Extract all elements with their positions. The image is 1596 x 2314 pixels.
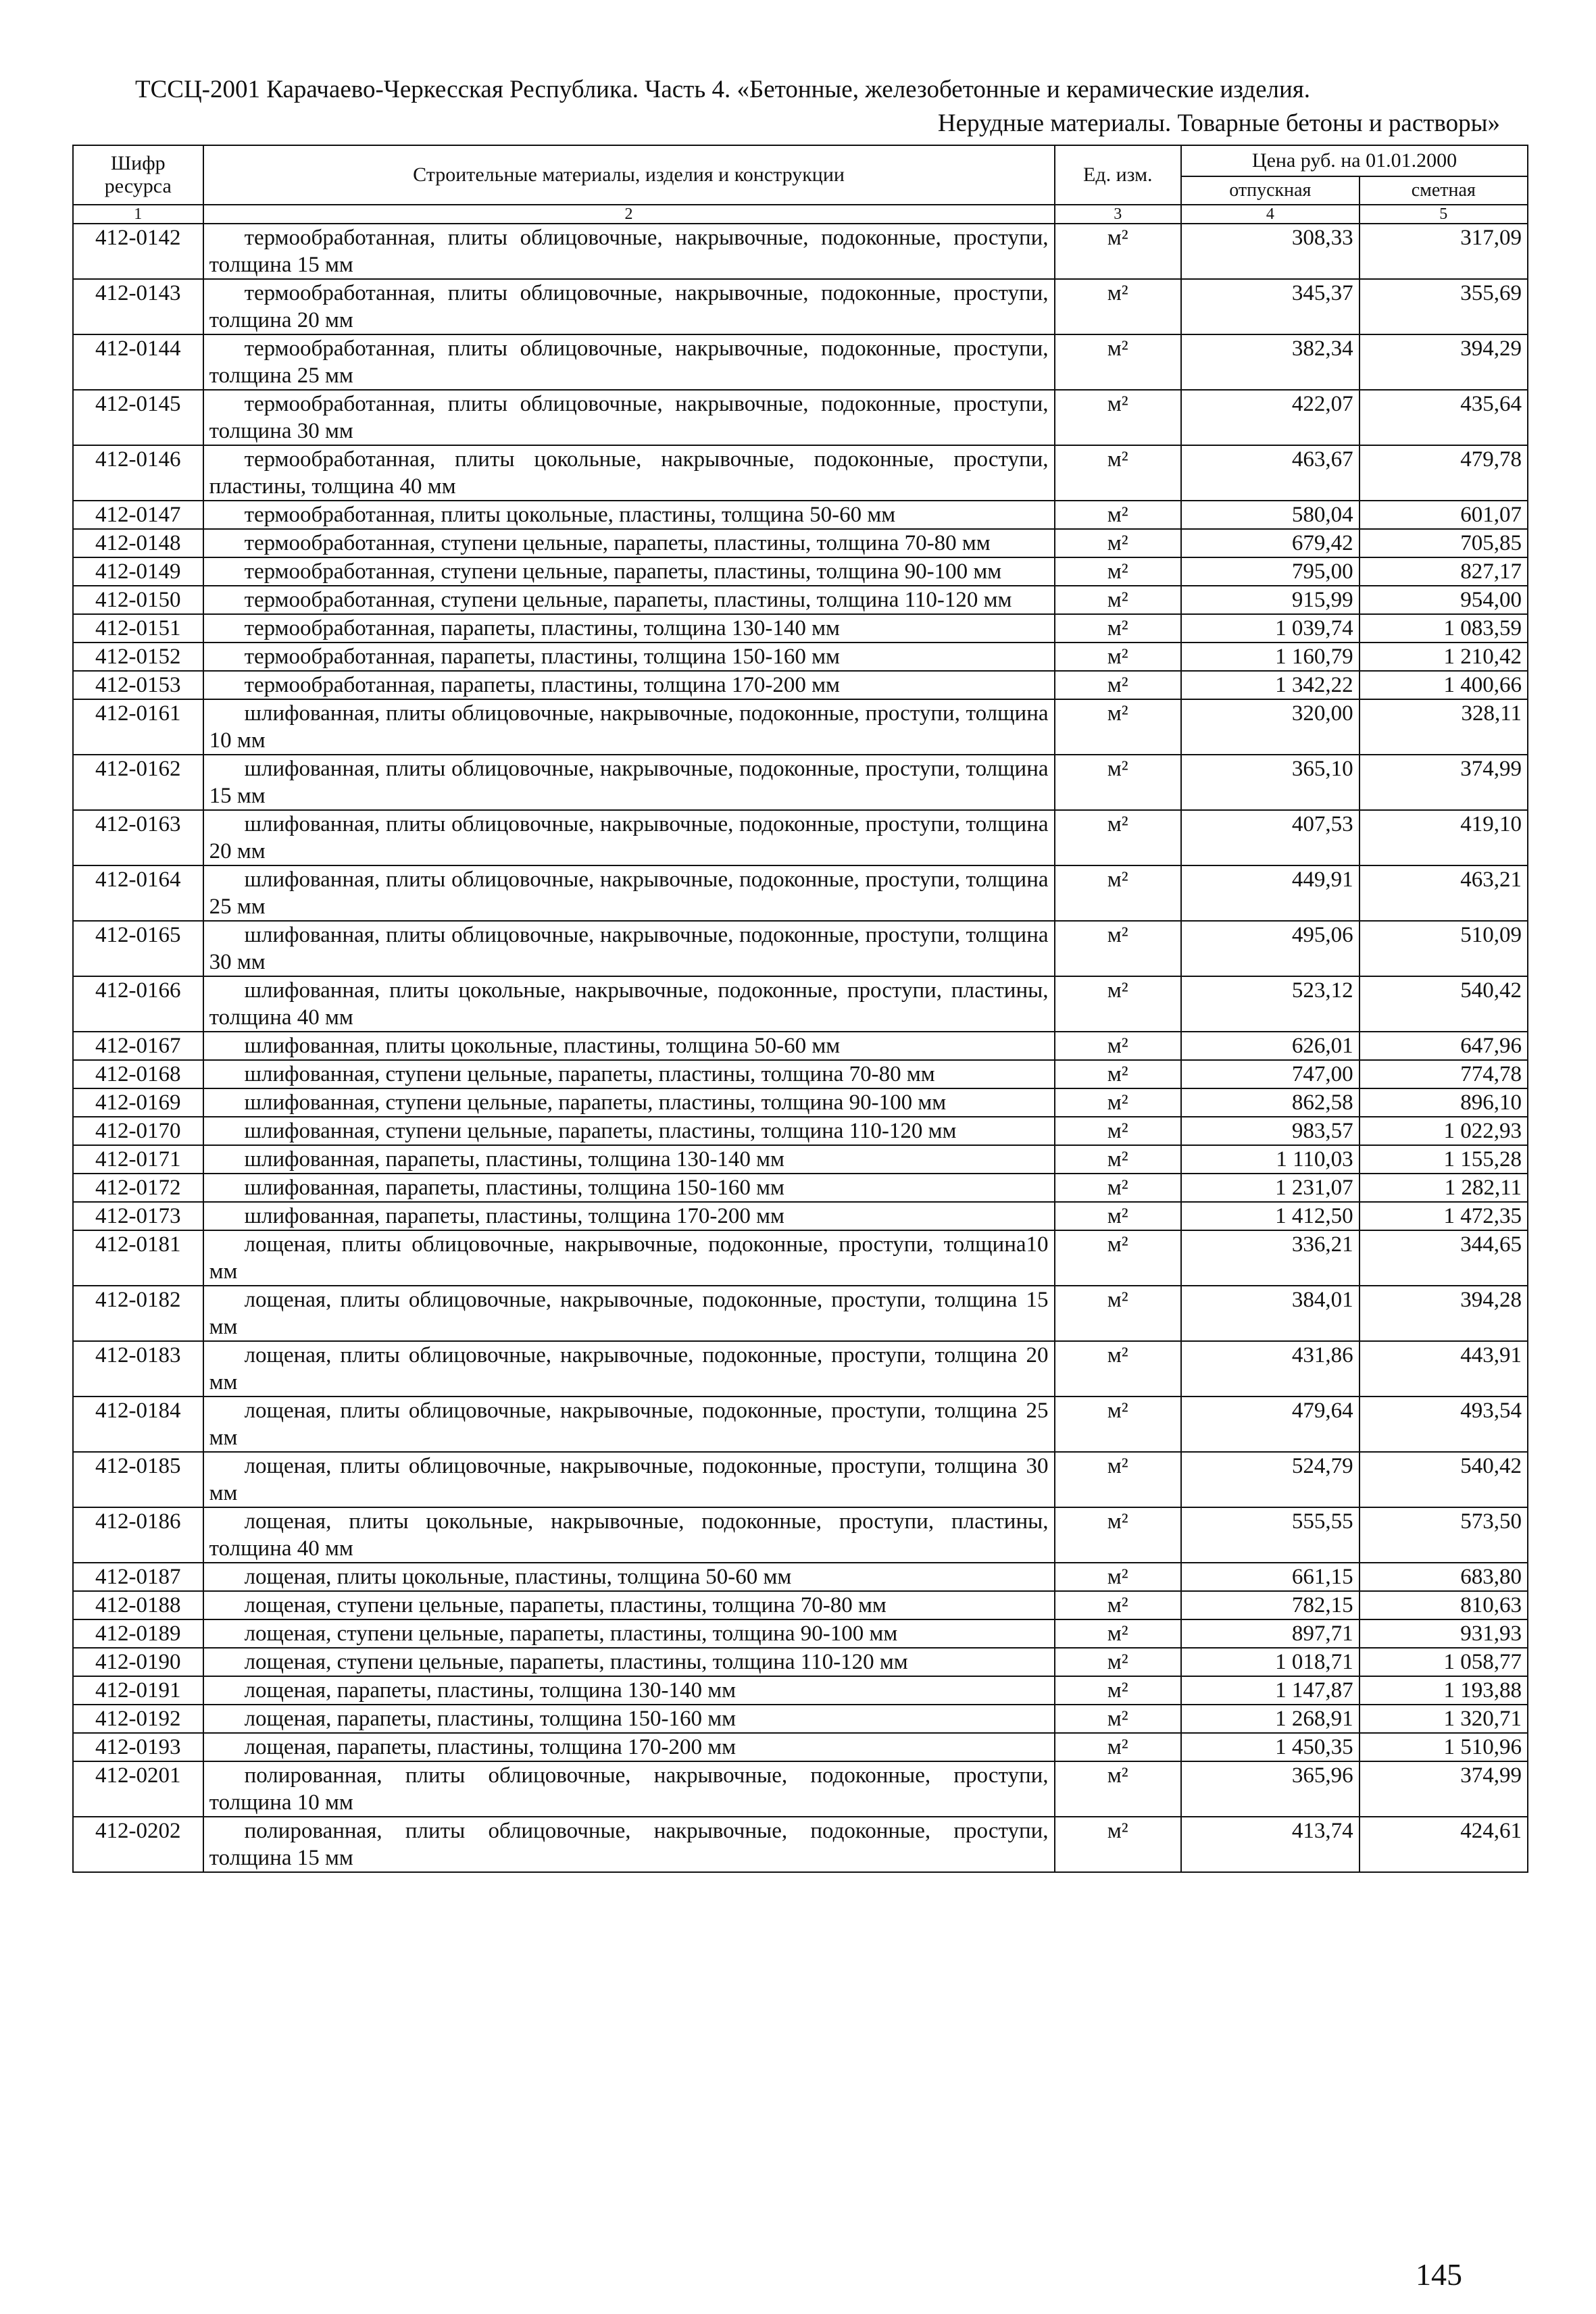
price-estimate: 1 210,42 xyxy=(1360,643,1528,671)
resource-code: 412-0162 xyxy=(73,755,203,810)
price-estimate: 317,09 xyxy=(1360,224,1528,279)
price-release: 1 268,91 xyxy=(1181,1705,1360,1733)
material-name: шлифованная, ступени цельные, парапеты, пластины, толщина 90-100 мм xyxy=(203,1088,1055,1117)
material-name: шлифованная, плиты облицовочные, накрывочные, подоконные, проступи, толщина 20 мм xyxy=(203,810,1055,865)
price-estimate: 683,80 xyxy=(1360,1563,1528,1591)
resource-code: 412-0142 xyxy=(73,224,203,279)
price-release: 1 160,79 xyxy=(1181,643,1360,671)
material-name: термообработанная, плиты цокольные, пластины, толщина 50-60 мм xyxy=(203,501,1055,529)
unit: м² xyxy=(1055,1648,1182,1676)
unit: м² xyxy=(1055,1202,1182,1230)
table-row xyxy=(73,1117,1528,1145)
price-estimate: 931,93 xyxy=(1360,1619,1528,1648)
unit: м² xyxy=(1055,1733,1182,1761)
material-name: полированная, плиты облицовочные, накрывочные, подоконные, проступи, толщина 15 мм xyxy=(203,1817,1055,1872)
col-number: 5 xyxy=(1360,205,1528,224)
price-release: 983,57 xyxy=(1181,1117,1360,1145)
unit: м² xyxy=(1055,1286,1182,1341)
unit: м² xyxy=(1055,1088,1182,1117)
price-table xyxy=(72,145,1528,1873)
resource-code: 412-0144 xyxy=(73,334,203,390)
table-row xyxy=(73,1705,1528,1733)
price-release: 449,91 xyxy=(1181,865,1360,921)
price-estimate: 463,21 xyxy=(1360,865,1528,921)
price-estimate: 374,99 xyxy=(1360,1761,1528,1817)
unit: м² xyxy=(1055,699,1182,755)
table-body xyxy=(73,224,1528,1872)
price-estimate: 1 193,88 xyxy=(1360,1676,1528,1705)
price-release: 1 018,71 xyxy=(1181,1648,1360,1676)
resource-code: 412-0168 xyxy=(73,1060,203,1088)
col-number: 1 xyxy=(73,205,203,224)
table-row xyxy=(73,643,1528,671)
unit: м² xyxy=(1055,1761,1182,1817)
price-release: 382,34 xyxy=(1181,334,1360,390)
col-number: 2 xyxy=(203,205,1055,224)
material-name: лощеная, плиты облицовочные, накрывочные, подоконные, проступи, толщина 25 мм xyxy=(203,1397,1055,1452)
col-header-price-release: отпускная xyxy=(1181,176,1360,205)
material-name: термообработанная, ступени цельные, парапеты, пластины, толщина 110-120 мм xyxy=(203,586,1055,614)
price-estimate: 1 282,11 xyxy=(1360,1174,1528,1202)
page-header xyxy=(135,73,1500,141)
table-row xyxy=(73,1286,1528,1341)
price-release: 555,55 xyxy=(1181,1507,1360,1563)
material-name: лощеная, ступени цельные, парапеты, пластины, толщина 110-120 мм xyxy=(203,1648,1055,1676)
resource-code: 412-0150 xyxy=(73,586,203,614)
price-release: 345,37 xyxy=(1181,279,1360,334)
resource-code: 412-0202 xyxy=(73,1817,203,1872)
table-row xyxy=(73,529,1528,557)
price-release: 661,15 xyxy=(1181,1563,1360,1591)
table-row xyxy=(73,810,1528,865)
unit: м² xyxy=(1055,1032,1182,1060)
price-release: 580,04 xyxy=(1181,501,1360,529)
unit: м² xyxy=(1055,1174,1182,1202)
price-release: 1 039,74 xyxy=(1181,614,1360,643)
unit: м² xyxy=(1055,501,1182,529)
resource-code: 412-0145 xyxy=(73,390,203,445)
col-header-name: Строительные материалы, изделия и конструкции xyxy=(203,145,1055,205)
price-estimate: 1 320,71 xyxy=(1360,1705,1528,1733)
price-estimate: 1 472,35 xyxy=(1360,1202,1528,1230)
price-release: 747,00 xyxy=(1181,1060,1360,1088)
table-row xyxy=(73,1733,1528,1761)
resource-code: 412-0182 xyxy=(73,1286,203,1341)
unit: м² xyxy=(1055,1591,1182,1619)
resource-code: 412-0167 xyxy=(73,1032,203,1060)
material-name: лощеная, плиты облицовочные, накрывочные, подоконные, проступи, толщина 20 мм xyxy=(203,1341,1055,1397)
material-name: шлифованная, плиты цокольные, накрывочные, подоконные, проступи, пластины, толщина 40 мм xyxy=(203,976,1055,1032)
material-name: термообработанная, плиты облицовочные, накрывочные, подоконные, проступи, толщина 15 мм xyxy=(203,224,1055,279)
unit: м² xyxy=(1055,1117,1182,1145)
material-name: шлифованная, парапеты, пластины, толщина 130-140 мм xyxy=(203,1145,1055,1174)
table-row xyxy=(73,586,1528,614)
price-estimate: 394,28 xyxy=(1360,1286,1528,1341)
unit: м² xyxy=(1055,557,1182,586)
price-release: 365,10 xyxy=(1181,755,1360,810)
price-release: 422,07 xyxy=(1181,390,1360,445)
table-row xyxy=(73,1202,1528,1230)
price-estimate: 435,64 xyxy=(1360,390,1528,445)
price-estimate: 344,65 xyxy=(1360,1230,1528,1286)
price-release: 1 412,50 xyxy=(1181,1202,1360,1230)
price-release: 679,42 xyxy=(1181,529,1360,557)
table-row xyxy=(73,1397,1528,1452)
price-estimate: 493,54 xyxy=(1360,1397,1528,1452)
table-row xyxy=(73,671,1528,699)
resource-code: 412-0201 xyxy=(73,1761,203,1817)
unit: м² xyxy=(1055,1397,1182,1452)
table-row xyxy=(73,921,1528,976)
unit: м² xyxy=(1055,921,1182,976)
price-estimate: 374,99 xyxy=(1360,755,1528,810)
col-header-code: Шифр ресурса xyxy=(73,145,203,205)
material-name: лощеная, парапеты, пластины, толщина 130-140 мм xyxy=(203,1676,1055,1705)
price-estimate: 573,50 xyxy=(1360,1507,1528,1563)
table-row xyxy=(73,865,1528,921)
col-header-unit: Ед. изм. xyxy=(1055,145,1182,205)
price-release: 1 231,07 xyxy=(1181,1174,1360,1202)
price-estimate: 540,42 xyxy=(1360,976,1528,1032)
price-release: 431,86 xyxy=(1181,1341,1360,1397)
price-estimate: 810,63 xyxy=(1360,1591,1528,1619)
unit: м² xyxy=(1055,1619,1182,1648)
price-estimate: 647,96 xyxy=(1360,1032,1528,1060)
resource-code: 412-0163 xyxy=(73,810,203,865)
unit: м² xyxy=(1055,1230,1182,1286)
resource-code: 412-0171 xyxy=(73,1145,203,1174)
header-line-2: Нерудные материалы. Товарные бетоны и растворы» xyxy=(937,109,1500,137)
material-name: термообработанная, плиты облицовочные, накрывочные, подоконные, проступи, толщина 25 мм xyxy=(203,334,1055,390)
table-row xyxy=(73,1145,1528,1174)
resource-code: 412-0169 xyxy=(73,1088,203,1117)
price-release: 320,00 xyxy=(1181,699,1360,755)
price-release: 862,58 xyxy=(1181,1088,1360,1117)
price-estimate: 355,69 xyxy=(1360,279,1528,334)
price-estimate: 394,29 xyxy=(1360,334,1528,390)
unit: м² xyxy=(1055,334,1182,390)
resource-code: 412-0172 xyxy=(73,1174,203,1202)
unit: м² xyxy=(1055,279,1182,334)
price-estimate: 1 083,59 xyxy=(1360,614,1528,643)
material-name: лощеная, ступени цельные, парапеты, пластины, толщина 70-80 мм xyxy=(203,1591,1055,1619)
unit: м² xyxy=(1055,755,1182,810)
material-name: термообработанная, ступени цельные, парапеты, пластины, толщина 70-80 мм xyxy=(203,529,1055,557)
material-name: лощеная, парапеты, пластины, толщина 150-160 мм xyxy=(203,1705,1055,1733)
material-name: лощеная, плиты облицовочные, накрывочные, подоконные, проступи, толщина10 мм xyxy=(203,1230,1055,1286)
price-estimate: 1 510,96 xyxy=(1360,1733,1528,1761)
table-row xyxy=(73,1230,1528,1286)
price-estimate: 540,42 xyxy=(1360,1452,1528,1507)
material-name: лощеная, плиты облицовочные, накрывочные, подоконные, проступи, толщина 30 мм xyxy=(203,1452,1055,1507)
price-release: 479,64 xyxy=(1181,1397,1360,1452)
table-row xyxy=(73,334,1528,390)
price-estimate: 328,11 xyxy=(1360,699,1528,755)
material-name: шлифованная, плиты цокольные, пластины, толщина 50-60 мм xyxy=(203,1032,1055,1060)
price-estimate: 954,00 xyxy=(1360,586,1528,614)
table-row xyxy=(73,1676,1528,1705)
col-header-price-estimate: сметная xyxy=(1360,176,1528,205)
resource-code: 412-0188 xyxy=(73,1591,203,1619)
price-estimate: 896,10 xyxy=(1360,1088,1528,1117)
unit: м² xyxy=(1055,1705,1182,1733)
table-row xyxy=(73,1452,1528,1507)
table-row xyxy=(73,1507,1528,1563)
resource-code: 412-0192 xyxy=(73,1705,203,1733)
price-release: 1 342,22 xyxy=(1181,671,1360,699)
unit: м² xyxy=(1055,1452,1182,1507)
unit: м² xyxy=(1055,671,1182,699)
price-estimate: 827,17 xyxy=(1360,557,1528,586)
unit: м² xyxy=(1055,614,1182,643)
resource-code: 412-0184 xyxy=(73,1397,203,1452)
price-release: 384,01 xyxy=(1181,1286,1360,1341)
material-name: лощеная, ступени цельные, парапеты, пластины, толщина 90-100 мм xyxy=(203,1619,1055,1648)
resource-code: 412-0151 xyxy=(73,614,203,643)
resource-code: 412-0186 xyxy=(73,1507,203,1563)
price-estimate: 705,85 xyxy=(1360,529,1528,557)
price-release: 463,67 xyxy=(1181,445,1360,501)
material-name: полированная, плиты облицовочные, накрывочные, подоконные, проступи, толщина 10 мм xyxy=(203,1761,1055,1817)
resource-code: 412-0161 xyxy=(73,699,203,755)
resource-code: 412-0146 xyxy=(73,445,203,501)
resource-code: 412-0152 xyxy=(73,643,203,671)
price-release: 782,15 xyxy=(1181,1591,1360,1619)
unit: м² xyxy=(1055,390,1182,445)
table-row xyxy=(73,1817,1528,1872)
resource-code: 412-0143 xyxy=(73,279,203,334)
material-name: термообработанная, плиты цокольные, накрывочные, подоконные, проступи, пластины, толщина 40 мм xyxy=(203,445,1055,501)
unit: м² xyxy=(1055,529,1182,557)
material-name: шлифованная, ступени цельные, парапеты, пластины, толщина 70-80 мм xyxy=(203,1060,1055,1088)
col-number: 4 xyxy=(1181,205,1360,224)
table-row xyxy=(73,1648,1528,1676)
table-row xyxy=(73,1619,1528,1648)
price-release: 495,06 xyxy=(1181,921,1360,976)
price-release: 413,74 xyxy=(1181,1817,1360,1872)
unit: м² xyxy=(1055,1060,1182,1088)
unit: м² xyxy=(1055,643,1182,671)
col-number: 3 xyxy=(1055,205,1182,224)
material-name: шлифованная, парапеты, пластины, толщина 170-200 мм xyxy=(203,1202,1055,1230)
material-name: лощеная, плиты облицовочные, накрывочные, подоконные, проступи, толщина 15 мм xyxy=(203,1286,1055,1341)
material-name: лощеная, плиты цокольные, накрывочные, подоконные, проступи, пластины, толщина 40 мм xyxy=(203,1507,1055,1563)
resource-code: 412-0191 xyxy=(73,1676,203,1705)
unit: м² xyxy=(1055,1145,1182,1174)
price-release: 523,12 xyxy=(1181,976,1360,1032)
price-estimate: 419,10 xyxy=(1360,810,1528,865)
resource-code: 412-0190 xyxy=(73,1648,203,1676)
resource-code: 412-0185 xyxy=(73,1452,203,1507)
table-row xyxy=(73,1060,1528,1088)
resource-code: 412-0164 xyxy=(73,865,203,921)
resource-code: 412-0193 xyxy=(73,1733,203,1761)
unit: м² xyxy=(1055,445,1182,501)
price-estimate: 424,61 xyxy=(1360,1817,1528,1872)
unit: м² xyxy=(1055,976,1182,1032)
price-release: 1 110,03 xyxy=(1181,1145,1360,1174)
price-estimate: 1 155,28 xyxy=(1360,1145,1528,1174)
material-name: термообработанная, ступени цельные, парапеты, пластины, толщина 90-100 мм xyxy=(203,557,1055,586)
material-name: шлифованная, парапеты, пластины, толщина 150-160 мм xyxy=(203,1174,1055,1202)
material-name: шлифованная, плиты облицовочные, накрывочные, подоконные, проступи, толщина 30 мм xyxy=(203,921,1055,976)
resource-code: 412-0148 xyxy=(73,529,203,557)
unit: м² xyxy=(1055,1507,1182,1563)
table-row xyxy=(73,1174,1528,1202)
table-row xyxy=(73,976,1528,1032)
table-row xyxy=(73,1032,1528,1060)
price-estimate: 1 058,77 xyxy=(1360,1648,1528,1676)
price-estimate: 1 022,93 xyxy=(1360,1117,1528,1145)
resource-code: 412-0173 xyxy=(73,1202,203,1230)
price-estimate: 1 400,66 xyxy=(1360,671,1528,699)
price-release: 626,01 xyxy=(1181,1032,1360,1060)
table-row xyxy=(73,1341,1528,1397)
price-estimate: 479,78 xyxy=(1360,445,1528,501)
table-row xyxy=(73,390,1528,445)
price-release: 1 450,35 xyxy=(1181,1733,1360,1761)
table-row xyxy=(73,1591,1528,1619)
resource-code: 412-0165 xyxy=(73,921,203,976)
material-name: шлифованная, ступени цельные, парапеты, пластины, толщина 110-120 мм xyxy=(203,1117,1055,1145)
table-row xyxy=(73,557,1528,586)
table-row xyxy=(73,1563,1528,1591)
price-release: 897,71 xyxy=(1181,1619,1360,1648)
material-name: шлифованная, плиты облицовочные, накрывочные, подоконные, проступи, толщина 10 мм xyxy=(203,699,1055,755)
price-release: 915,99 xyxy=(1181,586,1360,614)
table-row xyxy=(73,755,1528,810)
price-release: 336,21 xyxy=(1181,1230,1360,1286)
resource-code: 412-0183 xyxy=(73,1341,203,1397)
unit: м² xyxy=(1055,810,1182,865)
unit: м² xyxy=(1055,865,1182,921)
material-name: термообработанная, плиты облицовочные, накрывочные, подоконные, проступи, толщина 20 мм xyxy=(203,279,1055,334)
resource-code: 412-0181 xyxy=(73,1230,203,1286)
material-name: лощеная, парапеты, пластины, толщина 170-200 мм xyxy=(203,1733,1055,1761)
material-name: термообработанная, парапеты, пластины, толщина 170-200 мм xyxy=(203,671,1055,699)
price-release: 365,96 xyxy=(1181,1761,1360,1817)
table-row xyxy=(73,501,1528,529)
resource-code: 412-0187 xyxy=(73,1563,203,1591)
resource-code: 412-0149 xyxy=(73,557,203,586)
table-row xyxy=(73,1761,1528,1817)
table-row xyxy=(73,1088,1528,1117)
price-release: 795,00 xyxy=(1181,557,1360,586)
resource-code: 412-0166 xyxy=(73,976,203,1032)
table-row xyxy=(73,445,1528,501)
material-name: термообработанная, плиты облицовочные, накрывочные, подоконные, проступи, толщина 30 мм xyxy=(203,390,1055,445)
unit: м² xyxy=(1055,1341,1182,1397)
unit: м² xyxy=(1055,1676,1182,1705)
page-number: 145 xyxy=(1416,2257,1462,2292)
col-header-price-group: Цена руб. на 01.01.2000 xyxy=(1181,145,1528,176)
table-row xyxy=(73,699,1528,755)
resource-code: 412-0189 xyxy=(73,1619,203,1648)
unit: м² xyxy=(1055,1817,1182,1872)
material-name: шлифованная, плиты облицовочные, накрывочные, подоконные, проступи, толщина 15 мм xyxy=(203,755,1055,810)
resource-code: 412-0147 xyxy=(73,501,203,529)
unit: м² xyxy=(1055,1563,1182,1591)
resource-code: 412-0153 xyxy=(73,671,203,699)
resource-code: 412-0170 xyxy=(73,1117,203,1145)
unit: м² xyxy=(1055,224,1182,279)
price-release: 407,53 xyxy=(1181,810,1360,865)
material-name: термообработанная, парапеты, пластины, толщина 150-160 мм xyxy=(203,643,1055,671)
material-name: термообработанная, парапеты, пластины, толщина 130-140 мм xyxy=(203,614,1055,643)
price-estimate: 510,09 xyxy=(1360,921,1528,976)
price-estimate: 601,07 xyxy=(1360,501,1528,529)
price-release: 308,33 xyxy=(1181,224,1360,279)
price-estimate: 443,91 xyxy=(1360,1341,1528,1397)
header-line-1: ТССЦ-2001 Карачаево-Черкесская Республика. Часть 4. «Бетонные, железобетонные и керамические изделия. xyxy=(135,76,1311,103)
unit: м² xyxy=(1055,586,1182,614)
table-row xyxy=(73,614,1528,643)
material-name: шлифованная, плиты облицовочные, накрывочные, подоконные, проступи, толщина 25 мм xyxy=(203,865,1055,921)
material-name: лощеная, плиты цокольные, пластины, толщина 50-60 мм xyxy=(203,1563,1055,1591)
table-row xyxy=(73,279,1528,334)
price-release: 524,79 xyxy=(1181,1452,1360,1507)
price-release: 1 147,87 xyxy=(1181,1676,1360,1705)
price-estimate: 774,78 xyxy=(1360,1060,1528,1088)
table-row xyxy=(73,224,1528,279)
